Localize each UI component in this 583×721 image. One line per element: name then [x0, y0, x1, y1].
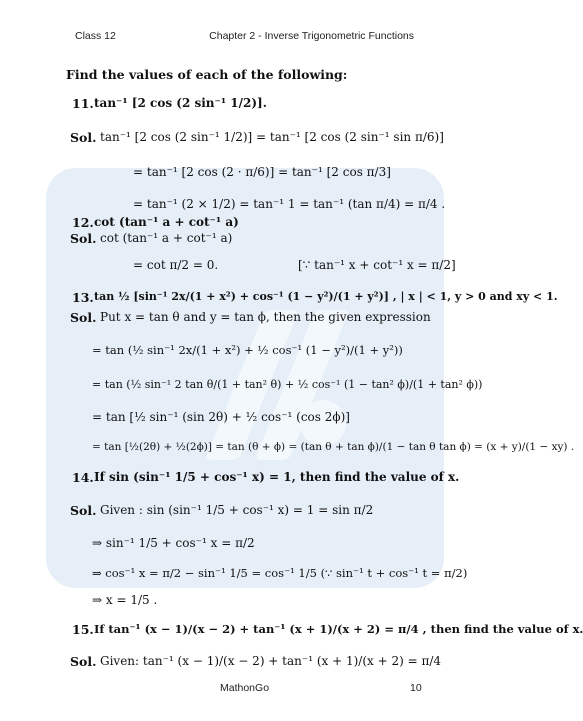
- solution-line: = tan⁻¹ (2 × 1/2) = tan⁻¹ 1 = tan⁻¹ (tan π/4) = π/4 .: [133, 197, 446, 211]
- solution-line: cot (tan⁻¹ a + cot⁻¹ a): [100, 231, 233, 245]
- header-class: Class 12: [75, 30, 116, 42]
- solution-line: tan⁻¹ [2 cos (2 sin⁻¹ 1/2)] = tan⁻¹ [2 cos (2 sin⁻¹ sin π/6)]: [100, 130, 444, 144]
- solution-line: Put x = tan θ and y = tan ϕ, then the given expression: [100, 310, 431, 324]
- solution-label: Sol.: [70, 231, 97, 246]
- solution-note: [∵ tan⁻¹ x + cot⁻¹ x = π/2]: [298, 258, 456, 272]
- page-number: 10: [410, 682, 422, 694]
- question-number: 15.: [72, 622, 94, 637]
- question-text: cot (tan⁻¹ a + cot⁻¹ a): [94, 215, 239, 229]
- solution-line: Given: tan⁻¹ (x − 1)/(x − 2) + tan⁻¹ (x + 1)/(x + 2) = π/4: [100, 654, 442, 668]
- solution-label: Sol.: [70, 654, 97, 669]
- solution-line: ⇒ sin⁻¹ 1/5 + cos⁻¹ x = π/2: [92, 536, 255, 550]
- question-number: 14.: [72, 470, 94, 485]
- question-text: tan ½ [sin⁻¹ 2x/(1 + x²) + cos⁻¹ (1 − y²)/(1 + y²)] , | x | < 1, y > 0 and xy < 1.: [94, 290, 558, 303]
- footer-brand: MathonGo: [220, 682, 270, 694]
- solution-line: ⇒ x = 1/5 .: [92, 593, 158, 607]
- instruction: Find the values of each of the following:: [66, 67, 348, 82]
- solution-label: Sol.: [70, 503, 97, 518]
- question-text: If sin (sin⁻¹ 1/5 + cos⁻¹ x) = 1, then find the value of x.: [94, 470, 460, 484]
- solution-line: = tan (½ sin⁻¹ 2x/(1 + x²) + ½ cos⁻¹ (1 − y²)/(1 + y²)): [92, 343, 403, 357]
- question-text: tan⁻¹ [2 cos (2 sin⁻¹ 1/2)].: [94, 96, 267, 110]
- solution-label: Sol.: [70, 130, 97, 145]
- solution-line: = tan [½ sin⁻¹ (sin 2θ) + ½ cos⁻¹ (cos 2ϕ)]: [92, 410, 350, 424]
- question-number: 11.: [72, 96, 94, 111]
- question-text: If tan⁻¹ (x − 1)/(x − 2) + tan⁻¹ (x + 1)/(x + 2) = π/4 , then find the value of x.: [94, 622, 583, 636]
- header-chapter: Chapter 2 - Inverse Trigonometric Functions: [209, 30, 414, 42]
- solution-line: = tan⁻¹ [2 cos (2 · π/6)] = tan⁻¹ [2 cos π/3]: [133, 165, 391, 179]
- solution-label: Sol.: [70, 310, 97, 325]
- question-number: 13.: [72, 290, 94, 305]
- solution-line: Given : sin (sin⁻¹ 1/5 + cos⁻¹ x) = 1 = sin π/2: [100, 503, 374, 517]
- solution-line: = cot π/2 = 0.: [133, 258, 219, 272]
- solution-line: = tan (½ sin⁻¹ 2 tan θ/(1 + tan² θ) + ½ cos⁻¹ (1 − tan² ϕ)/(1 + tan² ϕ)): [92, 378, 483, 391]
- question-number: 12.: [72, 215, 94, 230]
- solution-line: ⇒ cos⁻¹ x = π/2 − sin⁻¹ 1/5 = cos⁻¹ 1/5 (∵ sin⁻¹ t + cos⁻¹ t = π/2): [92, 566, 468, 580]
- solution-line: = tan [½(2θ) + ½(2ϕ)] = tan (θ + ϕ) = (tan θ + tan ϕ)/(1 − tan θ tan ϕ) = (x + y)/(1 − xy) .: [92, 441, 575, 453]
